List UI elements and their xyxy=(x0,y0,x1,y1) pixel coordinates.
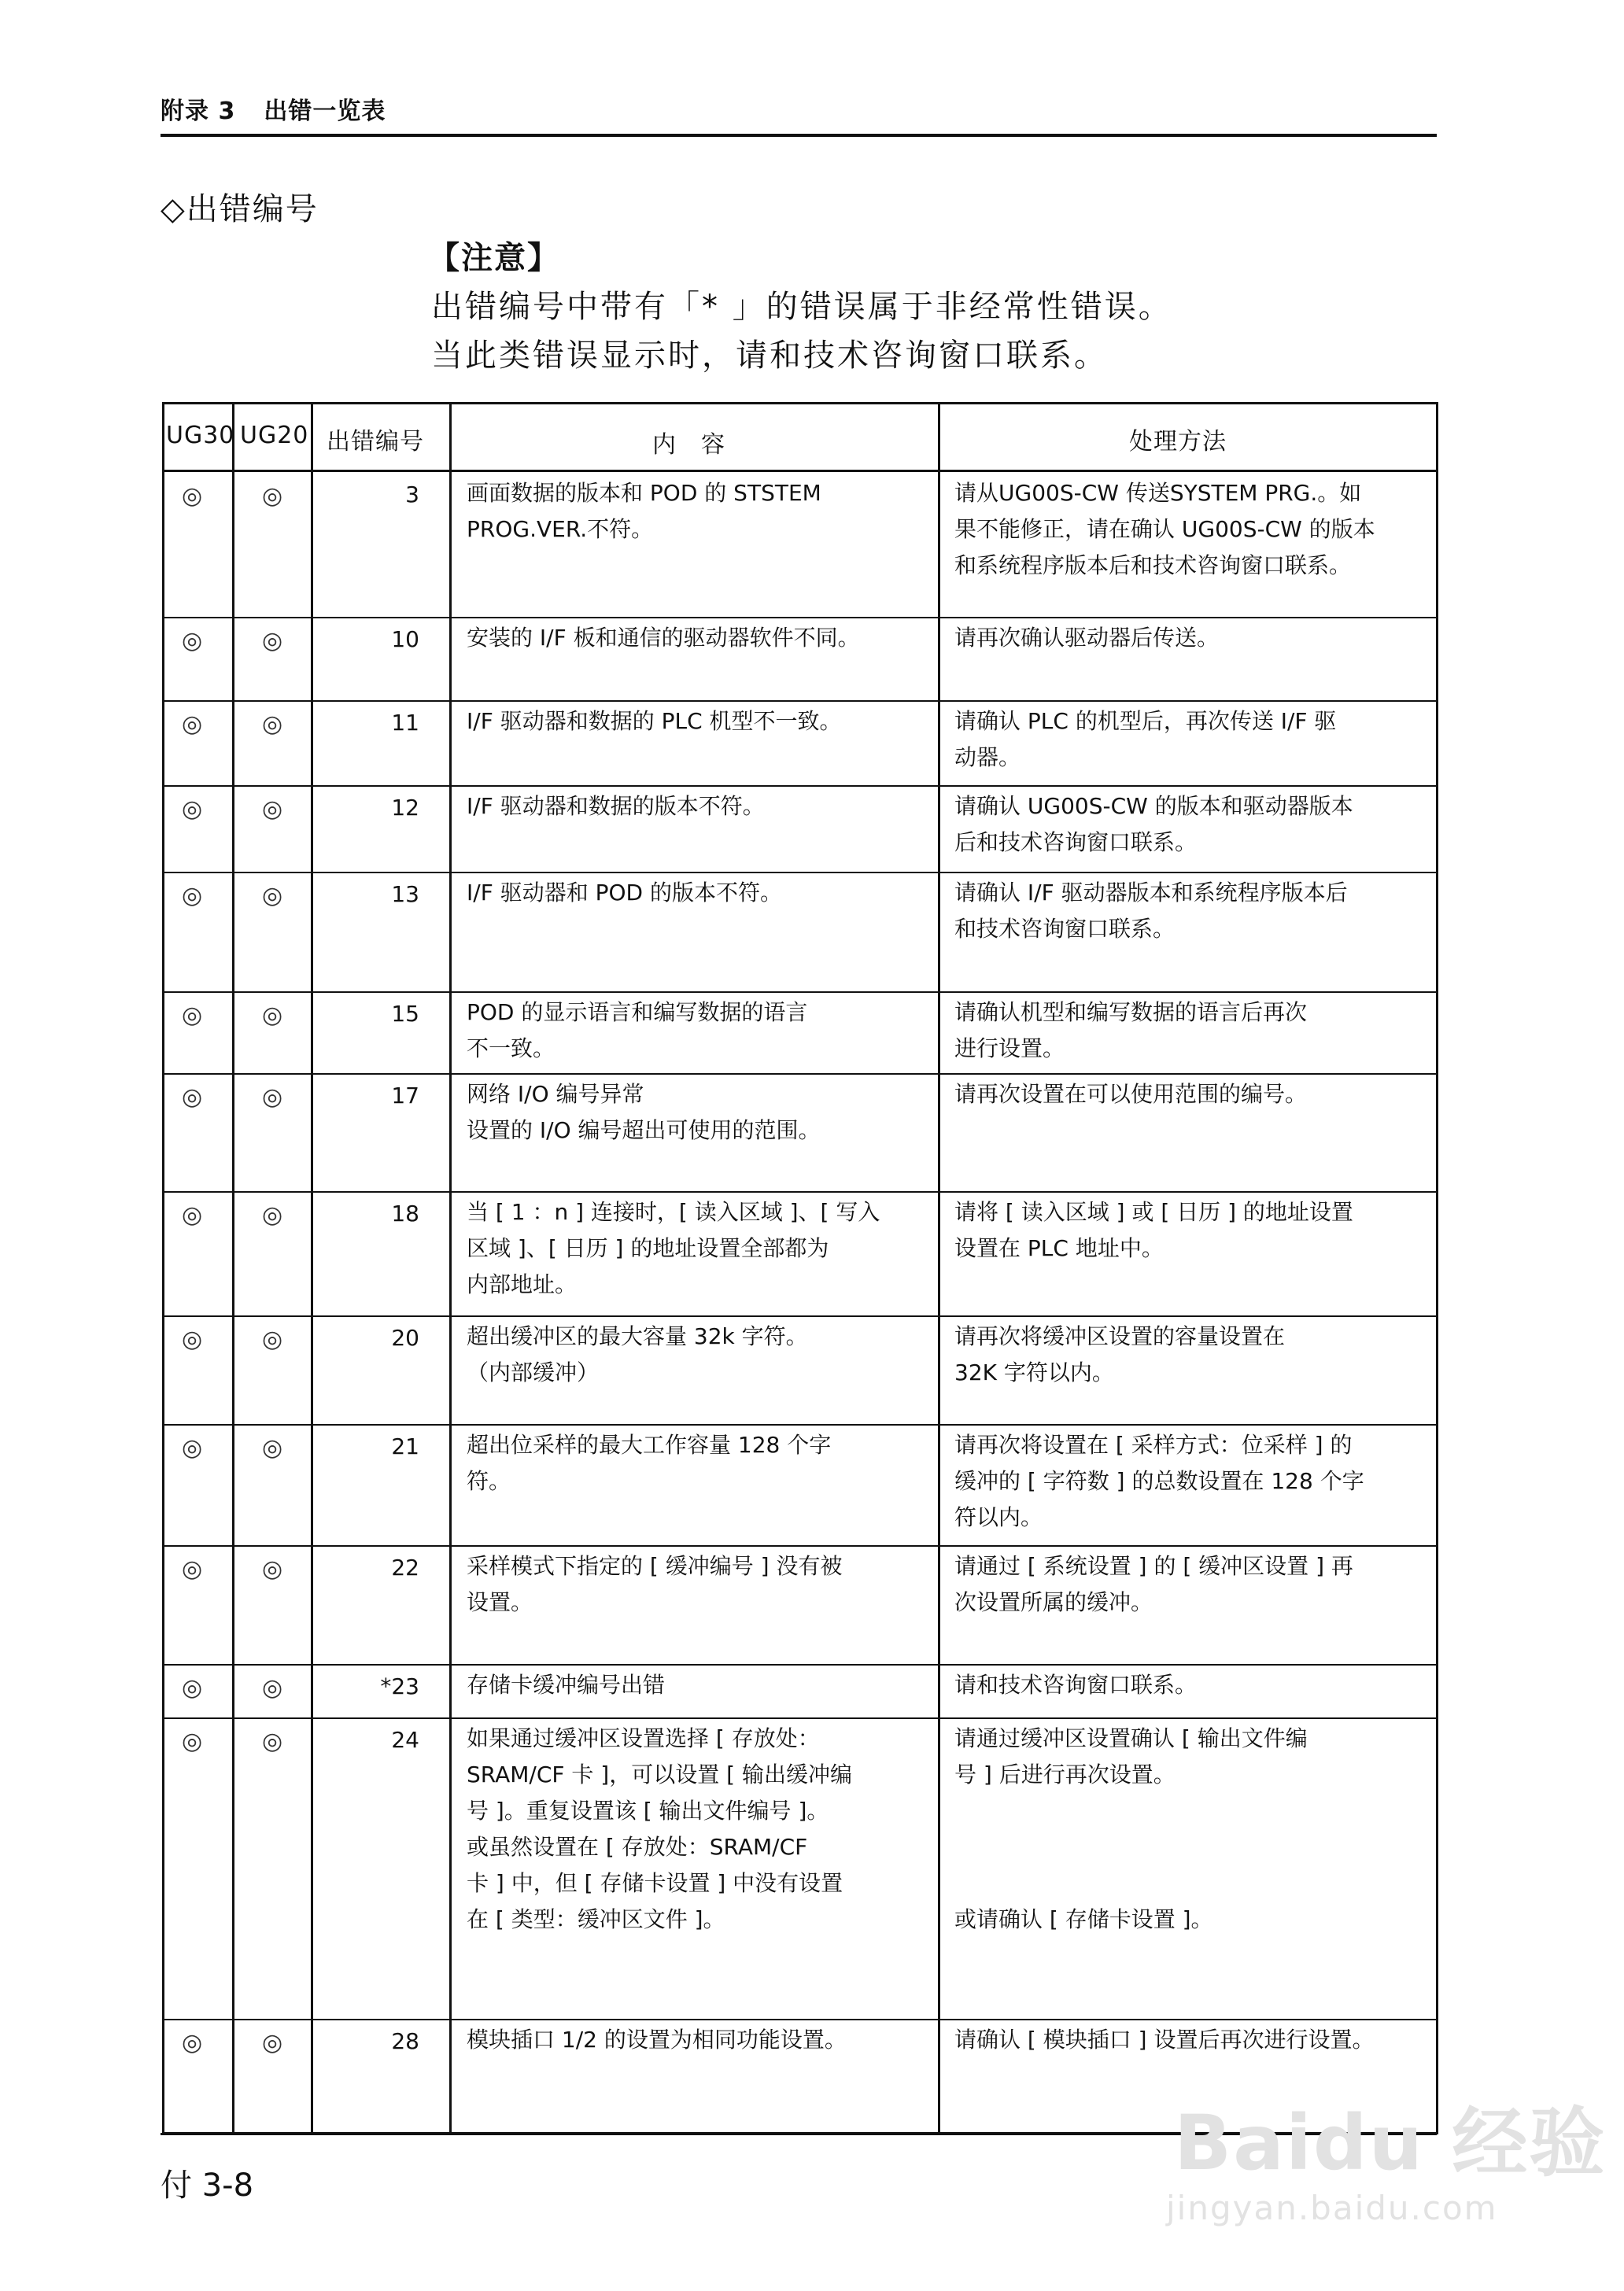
remedy-line: 请从UG00S-CW 传送SYSTEM PRG.。如 xyxy=(954,480,1362,506)
remedy-line: 请通过缓冲区设置确认 [ 输出文件编 xyxy=(954,1725,1308,1751)
error-remedy xyxy=(954,875,1427,947)
error-code: 28 xyxy=(391,2028,419,2054)
remedy-line xyxy=(954,1865,1427,1902)
remedy-line: 请再次确认驱动器后传送。 xyxy=(954,625,1220,651)
content-line: I/F 驱动器和 POD 的版本不符。 xyxy=(467,880,782,906)
ug20-mark: ◎ xyxy=(262,1674,283,1702)
table-row xyxy=(164,702,1436,787)
row-divider xyxy=(164,991,1436,993)
remedy-line: 号 ] 后进行再次设置。 xyxy=(954,1762,1176,1787)
error-code: 3 xyxy=(405,481,419,507)
content-line: 当 [ 1 ：n ] 连接时，[ 读入区域 ]、[ 写入 xyxy=(467,1199,880,1225)
ug20-mark: ◎ xyxy=(262,1555,283,1583)
content-line: 区域 ]、[ 日历 ] 的地址设置全部都为 xyxy=(467,1235,829,1261)
content-line: 超出位采样的最大工作容量 128 个字 xyxy=(467,1432,832,1458)
row-divider xyxy=(164,1545,1436,1547)
error-code: 10 xyxy=(391,626,419,652)
ug30-mark: ◎ xyxy=(182,1434,203,1462)
ug30-mark: ◎ xyxy=(182,1083,203,1111)
error-code: 11 xyxy=(391,710,419,736)
content-line: 网络 I/O 编号异常 xyxy=(467,1081,644,1107)
ug30-mark: ◎ xyxy=(182,1002,203,1029)
error-content xyxy=(467,1076,907,1149)
error-code: 18 xyxy=(391,1201,419,1227)
error-content xyxy=(467,1194,907,1303)
note-line-1: 出错编号中带有「* 」的错误属于非经常性错误。 xyxy=(431,289,1172,325)
error-code: 24 xyxy=(391,1727,419,1753)
ug20-mark: ◎ xyxy=(262,627,283,655)
remedy-line: 或请确认 [ 存储卡设置 ]。 xyxy=(954,1906,1213,1932)
error-remedy xyxy=(954,1427,1427,1536)
remedy-line: 请和技术咨询窗口联系。 xyxy=(954,1672,1198,1698)
ug20-mark: ◎ xyxy=(262,1728,283,1755)
header-remedy: 处理方法 xyxy=(1129,428,1227,456)
error-content xyxy=(467,788,907,825)
remedy-line: 和系统程序版本后和技术咨询窗口联系。 xyxy=(954,552,1352,578)
ug30-mark: ◎ xyxy=(182,2029,203,2057)
error-code: 15 xyxy=(391,1001,419,1027)
remedy-line xyxy=(954,1829,1427,1865)
error-code: 17 xyxy=(391,1083,419,1109)
error-content xyxy=(467,994,907,1067)
table-row xyxy=(164,1317,1436,1426)
remedy-line: 设置在 PLC 地址中。 xyxy=(954,1235,1164,1261)
error-content xyxy=(467,1721,907,1938)
table-row xyxy=(164,1426,1436,1547)
content-line: 在 [ 类型：缓冲区文件 ]。 xyxy=(467,1906,725,1932)
header-ug30: UG30 xyxy=(166,422,235,449)
content-line: SRAM/CF 卡 ]，可以设置 [ 输出缓冲编 xyxy=(467,1762,852,1787)
remedy-line: 请确认 [ 模块插口 ] 设置后再次进行设置。 xyxy=(954,2027,1375,2053)
error-content xyxy=(467,875,907,911)
header-title: 出错一览表 xyxy=(264,98,386,125)
remedy-line: 符以内。 xyxy=(954,1504,1043,1530)
error-remedy xyxy=(954,2022,1427,2058)
content-line: 设置的 I/O 编号超出可使用的范围。 xyxy=(467,1117,821,1143)
content-line: 存储卡缓冲编号出错 xyxy=(467,1672,666,1698)
remedy-line: 进行设置。 xyxy=(954,1035,1065,1061)
table-row xyxy=(164,1719,1436,2020)
ug20-mark: ◎ xyxy=(262,795,283,823)
content-line: 卡 ] 中，但 [ 存储卡设置 ] 中没有设置 xyxy=(467,1870,843,1896)
error-code: 22 xyxy=(391,1555,419,1581)
row-divider xyxy=(164,1191,1436,1193)
error-remedy xyxy=(954,1194,1427,1267)
error-content xyxy=(467,1427,907,1500)
row-divider xyxy=(164,617,1436,618)
header-rule xyxy=(164,470,1436,472)
table-row xyxy=(164,787,1436,873)
table-row xyxy=(164,618,1436,702)
content-line: （内部缓冲） xyxy=(467,1359,600,1385)
content-line: 不一致。 xyxy=(467,1035,555,1061)
content-line: 超出缓冲区的最大容量 32k 字符。 xyxy=(467,1323,808,1349)
remedy-line: 请确认 UG00S-CW 的版本和驱动器版本 xyxy=(954,793,1353,819)
section-title: ◇出错编号 xyxy=(161,191,319,227)
running-header xyxy=(161,91,414,126)
table-row xyxy=(164,1075,1436,1193)
error-remedy xyxy=(954,703,1427,776)
error-table xyxy=(162,402,1438,2134)
error-content xyxy=(467,2022,907,2058)
ug20-mark: ◎ xyxy=(262,1083,283,1111)
error-remedy xyxy=(954,475,1427,584)
watermark-url: jingyan.baidu.com xyxy=(1166,2189,1498,2227)
error-content xyxy=(467,475,907,548)
error-code: 12 xyxy=(391,795,419,821)
remedy-line: 请再次设置在可以使用范围的编号。 xyxy=(954,1081,1308,1107)
page-number: 付 3-8 xyxy=(161,2167,254,2204)
error-code: 20 xyxy=(391,1325,419,1351)
content-line: 安装的 I/F 板和通信的驱动器软件不同。 xyxy=(467,625,860,651)
remedy-line: 请确认机型和编写数据的语言后再次 xyxy=(954,999,1308,1025)
content-line: I/F 驱动器和数据的版本不符。 xyxy=(467,793,765,819)
error-content xyxy=(467,1319,907,1391)
content-line: I/F 驱动器和数据的 PLC 机型不一致。 xyxy=(467,708,842,734)
remedy-line: 后和技术咨询窗口联系。 xyxy=(954,829,1198,855)
content-line: 如果通过缓冲区设置选择 [ 存放处： xyxy=(467,1725,820,1751)
error-code: 21 xyxy=(391,1433,419,1459)
note-line-2: 当此类错误显示时，请和技术咨询窗口联系。 xyxy=(431,338,1108,374)
content-line: 或虽然设置在 [ 存放处：SRAM/CF xyxy=(467,1834,808,1860)
ug20-mark: ◎ xyxy=(262,1434,283,1462)
error-remedy xyxy=(954,1667,1427,1703)
ug30-mark: ◎ xyxy=(182,1555,203,1583)
header-ug20: UG20 xyxy=(240,422,309,449)
error-remedy xyxy=(954,1076,1427,1112)
remedy-line xyxy=(954,1793,1427,1829)
header-rule xyxy=(161,134,1437,137)
header-code: 出错编号 xyxy=(327,428,424,456)
ug20-mark: ◎ xyxy=(262,1326,283,1353)
content-line: 画面数据的版本和 POD 的 STSTEM xyxy=(467,480,821,506)
remedy-line: 请再次将缓冲区设置的容量设置在 xyxy=(954,1323,1286,1349)
error-remedy xyxy=(954,620,1427,656)
row-divider xyxy=(164,2019,1436,2020)
ug30-mark: ◎ xyxy=(182,1201,203,1229)
content-line: 采样模式下指定的 [ 缓冲编号 ] 没有被 xyxy=(467,1553,843,1579)
ug20-mark: ◎ xyxy=(262,2029,283,2057)
ug30-mark: ◎ xyxy=(182,1674,203,1702)
row-divider xyxy=(164,1717,1436,1719)
ug20-mark: ◎ xyxy=(262,882,283,909)
ug30-mark: ◎ xyxy=(182,710,203,738)
table-row xyxy=(164,873,1436,993)
watermark-logo: Baidu 经验 xyxy=(1174,2099,1607,2187)
ug30-mark: ◎ xyxy=(182,795,203,823)
error-remedy xyxy=(954,1319,1427,1391)
ug20-mark: ◎ xyxy=(262,1002,283,1029)
remedy-line: 请确认 PLC 的机型后，再次传送 I/F 驱 xyxy=(954,708,1337,734)
row-divider xyxy=(164,872,1436,873)
remedy-line: 请通过 [ 系统设置 ] 的 [ 缓冲区设置 ] 再 xyxy=(954,1553,1353,1579)
table-row xyxy=(164,1193,1436,1317)
remedy-line: 请再次将设置在 [ 采样方式：位采样 ] 的 xyxy=(954,1432,1353,1458)
remedy-line: 请确认 I/F 驱动器版本和系统程序版本后 xyxy=(954,880,1348,906)
remedy-line: 缓冲的 [ 字符数 ] 的总数设置在 128 个字 xyxy=(954,1468,1364,1494)
ug30-mark: ◎ xyxy=(182,882,203,909)
error-remedy xyxy=(954,994,1427,1067)
error-remedy xyxy=(954,1548,1427,1621)
error-content xyxy=(467,620,907,656)
ug30-mark: ◎ xyxy=(182,1326,203,1353)
ug20-mark: ◎ xyxy=(262,482,283,510)
error-remedy xyxy=(954,788,1427,861)
content-line: 符。 xyxy=(467,1468,511,1494)
error-code: 13 xyxy=(391,881,419,907)
content-line: 设置。 xyxy=(467,1589,533,1615)
remedy-line: 请将 [ 读入区域 ] 或 [ 日历 ] 的地址设置 xyxy=(954,1199,1353,1225)
ug30-mark: ◎ xyxy=(182,482,203,510)
row-divider xyxy=(164,1315,1436,1317)
note-title: 【注意】 xyxy=(428,240,560,276)
ug20-mark: ◎ xyxy=(262,710,283,738)
error-code: *23 xyxy=(380,1673,419,1699)
remedy-line: 果不能修正，请在确认 UG00S-CW 的版本 xyxy=(954,516,1375,542)
content-line: PROG.VER.不符。 xyxy=(467,516,654,542)
error-content xyxy=(467,1548,907,1621)
row-divider xyxy=(164,1664,1436,1666)
ug20-mark: ◎ xyxy=(262,1201,283,1229)
row-divider xyxy=(164,1424,1436,1426)
remedy-line: 和技术咨询窗口联系。 xyxy=(954,916,1176,942)
remedy-line: 次设置所属的缓冲。 xyxy=(954,1589,1153,1615)
error-remedy xyxy=(954,1721,1427,1938)
table-row xyxy=(164,993,1436,1075)
remedy-line: 动器。 xyxy=(954,744,1021,770)
row-divider xyxy=(164,785,1436,787)
error-content xyxy=(467,1667,907,1703)
ug30-mark: ◎ xyxy=(182,627,203,655)
appendix-label: 附录 3 xyxy=(161,98,236,125)
ug30-mark: ◎ xyxy=(182,1728,203,1755)
table-row xyxy=(164,1547,1436,1666)
error-content xyxy=(467,703,907,740)
row-divider xyxy=(164,1073,1436,1075)
header-content: 内 容 xyxy=(652,431,725,459)
content-line: POD 的显示语言和编写数据的语言 xyxy=(467,999,808,1025)
content-line: 号 ]。重复设置该 [ 输出文件编号 ]。 xyxy=(467,1798,829,1824)
row-divider xyxy=(164,700,1436,702)
content-line: 内部地址。 xyxy=(467,1271,578,1297)
content-line: 模块插口 1/2 的设置为相同功能设置。 xyxy=(467,2027,847,2053)
table-row xyxy=(164,1666,1436,1719)
table-row xyxy=(164,474,1436,618)
remedy-line: 32K 字符以内。 xyxy=(954,1359,1114,1385)
